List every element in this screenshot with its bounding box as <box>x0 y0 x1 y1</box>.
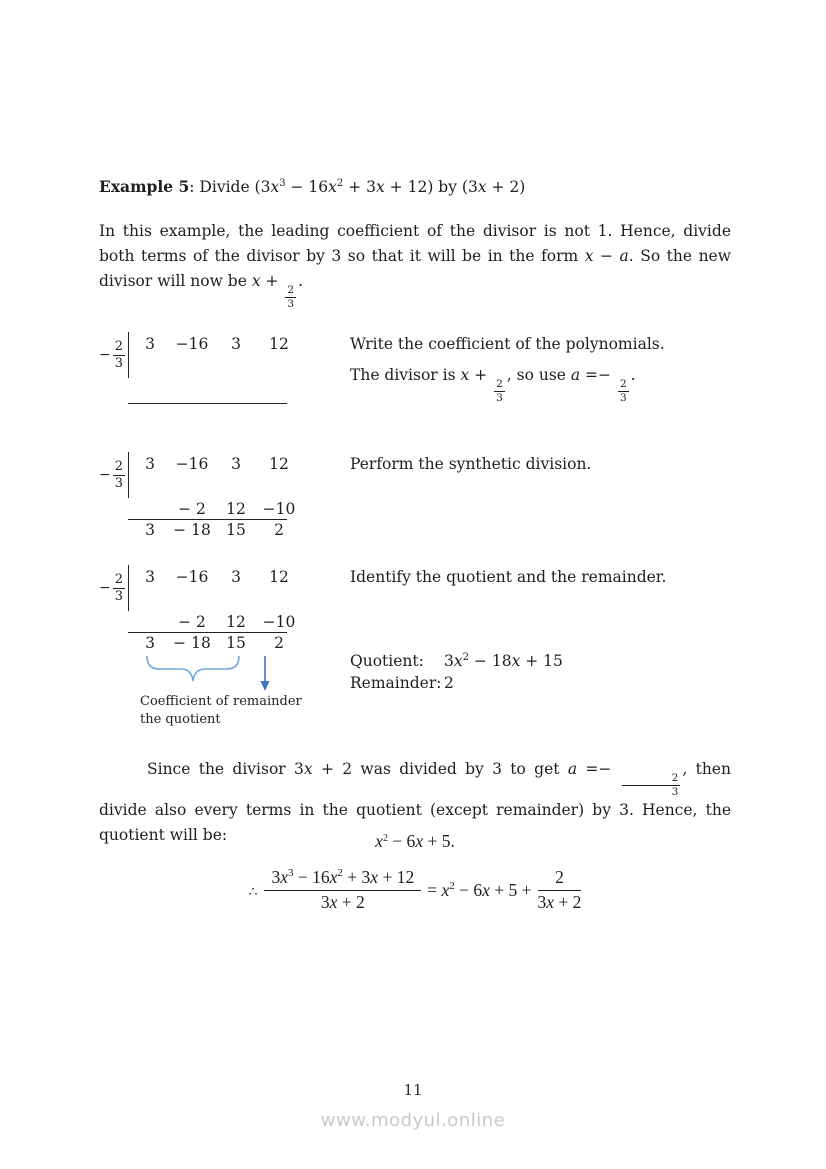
note-line: Identify the quotient and the remainder. <box>350 568 667 586</box>
text-run: : Divide (3 <box>189 178 271 196</box>
exponent: 2 <box>382 833 388 844</box>
text-run: + 3 <box>342 867 371 887</box>
cell: 2 <box>274 521 284 539</box>
math-var: a <box>567 760 578 778</box>
exponent: 3 <box>279 178 286 189</box>
text-run: − 18 <box>469 652 512 670</box>
fraction <box>618 378 629 404</box>
cell: 3 <box>145 521 155 539</box>
remainder-callout: remainder <box>233 694 302 709</box>
text-run: The divisor is <box>350 366 461 384</box>
text-run: + 5. <box>423 831 455 851</box>
coefficient-row <box>131 455 301 473</box>
text-run: . So the new divisor will now be <box>99 247 731 291</box>
equation-middle <box>427 880 531 901</box>
fraction-numerator: 2 <box>114 338 124 354</box>
fraction-denominator: 3 <box>114 355 124 371</box>
text-run: + 2 <box>554 891 582 912</box>
fraction <box>285 284 296 310</box>
remainder-value: 2 <box>444 674 454 693</box>
coefficient-row <box>131 335 301 353</box>
cell: − 2 <box>178 500 206 518</box>
text-run: − 16 <box>285 178 329 196</box>
quotient-value <box>444 650 563 672</box>
final-equation <box>99 866 731 914</box>
math-var: x <box>303 760 313 778</box>
fraction <box>622 772 681 798</box>
text-run: − 16 <box>293 867 330 887</box>
quotient-remainder <box>350 650 731 695</box>
cell: − 18 <box>173 634 211 652</box>
fraction-denominator: 3 <box>114 588 124 604</box>
example-heading <box>99 177 731 196</box>
cell: 3 <box>231 455 241 473</box>
cell: 15 <box>226 634 246 652</box>
exponent: 2 <box>449 879 455 892</box>
fraction-numerator <box>264 866 421 891</box>
cell: −16 <box>175 568 209 586</box>
text-run: + <box>469 366 493 384</box>
cell: 12 <box>226 613 246 631</box>
cell: 15 <box>226 521 246 539</box>
math-var: x <box>270 178 280 196</box>
text-run: = <box>427 879 442 900</box>
product-row <box>131 500 350 519</box>
remainder-row <box>350 672 731 694</box>
text-run: . <box>630 366 636 384</box>
math-var: x <box>460 366 470 384</box>
text-run: − 6 <box>387 831 416 851</box>
math-var: x <box>370 867 379 887</box>
cell: 2 <box>274 634 284 652</box>
coefficient-callout <box>140 693 228 728</box>
cell: −16 <box>175 455 209 473</box>
math-var: x <box>251 272 261 291</box>
exponent: 2 <box>337 867 343 879</box>
math-var: x <box>415 831 424 851</box>
text-run: + 12) by (3 <box>384 178 478 196</box>
table-head-row <box>99 452 350 498</box>
math-var: x <box>511 652 521 670</box>
step-1-block <box>99 332 731 404</box>
fraction-numerator: 2 <box>496 378 503 390</box>
cell: − 2 <box>178 613 206 631</box>
watermark-text: www.modyul.online <box>320 1110 506 1131</box>
math-var: x <box>328 178 337 196</box>
remainder-fraction <box>538 866 582 914</box>
step-2-block <box>99 452 731 540</box>
minus-sign: − <box>99 467 111 483</box>
divisor-fraction <box>113 339 125 371</box>
text-run: + 3 <box>343 178 376 196</box>
fraction-numerator: 2 <box>114 571 124 587</box>
math-var: x <box>376 178 385 196</box>
intro-paragraph <box>99 219 731 310</box>
sum-line <box>128 403 287 404</box>
cell: 3 <box>231 335 241 353</box>
cell: − 18 <box>173 521 211 539</box>
fraction-numerator: 2 <box>114 458 124 474</box>
fraction <box>494 378 505 404</box>
cell: 3 <box>145 634 155 652</box>
note-line <box>350 366 731 404</box>
cell: 12 <box>269 455 289 473</box>
text-run: , so use <box>506 366 571 384</box>
math-var: x <box>584 247 594 266</box>
cell: 3 <box>145 568 155 586</box>
fraction-numerator: 2 <box>622 772 681 786</box>
product-row <box>131 613 350 632</box>
note-line: Write the coefficient of the polynomials. <box>350 335 665 353</box>
text-run: In this example, the leading coefficient of the divisor is not 1. Hence, divide both terms of the divisor by 3 so that it will be in the form <box>99 222 731 266</box>
coefficient-row <box>131 568 301 586</box>
divisor-cell <box>99 332 129 378</box>
synthetic-division-table-3 <box>99 565 350 745</box>
text-run: 3 <box>537 891 547 912</box>
text-run: , then divide also every terms in the quotient (except remainder) by 3. Hence, the quotient will be: <box>99 760 731 845</box>
fraction-numerator: 2 <box>619 378 627 390</box>
synthetic-division-table-1 <box>99 332 350 404</box>
text-run: + 12 <box>378 867 415 887</box>
text-run: + 5 + <box>489 879 532 900</box>
cell: 12 <box>226 500 246 518</box>
math-var: x <box>482 879 490 900</box>
math-var: a <box>619 247 629 266</box>
math-var: x <box>375 831 383 851</box>
fraction-denominator: 3 <box>287 297 295 310</box>
result-row <box>131 521 350 540</box>
example-label: Example 5 <box>99 177 190 196</box>
cell: −16 <box>175 335 209 353</box>
text-run: + 2 <box>337 891 365 912</box>
cell: 3 <box>145 335 155 353</box>
text-run: 3 <box>320 891 330 912</box>
math-var: x <box>441 879 450 900</box>
math-var: x <box>453 652 463 670</box>
fraction-denominator: 3 <box>619 391 627 404</box>
math-var: x <box>329 891 338 912</box>
text-run: + 2) <box>486 178 526 196</box>
empty-row <box>99 378 350 403</box>
note-line: Perform the synthetic division. <box>350 455 592 473</box>
fraction-numerator: 2 <box>538 866 582 891</box>
callout-line: the quotient <box>140 711 221 727</box>
fraction-denominator <box>538 891 582 915</box>
text-run: + <box>260 272 284 291</box>
text-run: − <box>593 247 620 266</box>
cell-empty <box>131 613 169 632</box>
fraction-denominator: 3 <box>496 391 503 404</box>
math-var: x <box>477 178 487 196</box>
text-run: Since the divisor 3 <box>147 760 304 778</box>
therefore-symbol: ∴ <box>248 884 258 900</box>
exponent: 3 <box>288 867 294 879</box>
text-run: =− <box>577 760 620 778</box>
step-3-note <box>350 565 731 695</box>
callout-line: Coefficient of <box>140 694 229 709</box>
table-head-row <box>99 565 350 611</box>
reduced-quotient <box>99 831 731 852</box>
exponent: 2 <box>336 178 344 189</box>
text-run: − 6 <box>454 879 483 900</box>
text-run: + 2 was divided by 3 to get <box>312 760 568 778</box>
cell: 3 <box>231 568 241 586</box>
quotient-label: Quotient: <box>350 652 424 670</box>
fraction-denominator <box>264 891 421 915</box>
fraction-denominator: 3 <box>671 785 679 798</box>
sum-line <box>128 519 287 520</box>
cell: −10 <box>262 613 296 631</box>
text-run: =− <box>580 366 616 384</box>
text-run: 3 <box>271 867 281 887</box>
divisor-fraction <box>113 572 125 604</box>
cell: 12 <box>269 335 289 353</box>
cell: 12 <box>269 568 289 586</box>
underbrace-icon <box>145 655 241 683</box>
quotient-row <box>350 650 731 672</box>
math-var: a <box>570 366 581 384</box>
divisor-cell <box>99 452 129 498</box>
page-number: 11 <box>403 1081 423 1099</box>
exponent: 2 <box>462 652 469 663</box>
math-var: x <box>280 867 289 887</box>
result-row <box>131 634 350 653</box>
text-run: 3 <box>444 652 454 670</box>
text-run: + 15 <box>520 652 563 670</box>
math-var: x <box>329 867 338 887</box>
math-var: x <box>546 891 555 912</box>
step-3-block <box>99 565 731 745</box>
down-arrow-icon <box>259 655 271 692</box>
text-run: . <box>298 272 304 291</box>
fraction-denominator: 3 <box>114 475 124 491</box>
divisor-cell <box>99 565 129 611</box>
cell: 3 <box>145 455 155 473</box>
callout-area <box>99 653 350 745</box>
table-head-row <box>99 332 350 378</box>
dividend-fraction <box>264 866 421 914</box>
divisor-fraction <box>113 459 125 491</box>
cell-empty <box>131 500 169 519</box>
minus-sign: − <box>99 580 111 596</box>
cell: −10 <box>262 500 296 518</box>
remainder-label: Remainder: <box>350 674 442 693</box>
synthetic-division-table-2 <box>99 452 350 540</box>
step-2-note <box>350 452 731 473</box>
minus-sign: − <box>99 347 111 363</box>
sum-line <box>128 632 287 633</box>
fraction-numerator: 2 <box>287 284 295 297</box>
step-1-note <box>350 332 731 404</box>
